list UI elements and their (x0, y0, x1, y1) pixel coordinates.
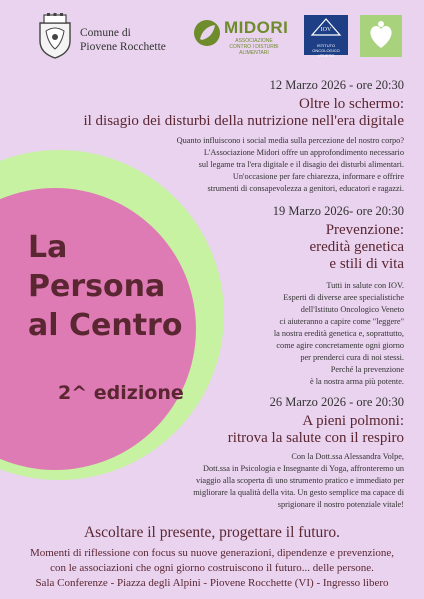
iov-acronym: IOV (320, 27, 332, 33)
event1-desc-line3: sul legame tra l'era digitale e il disagio dei disturbi alimentari. (198, 160, 404, 169)
midori-name: MIDORI (224, 18, 289, 37)
event1-desc-line4: Un'occasione per fare chiarezza, informare e offrire (232, 172, 404, 181)
comune-crest-icon (36, 13, 74, 59)
event3-title-line2: ritrova la salute con il respiro (227, 430, 404, 446)
footer-line1: Momenti di riflessione con focus su nuove generazioni, dipendenze e prevenzione, (29, 547, 395, 559)
event3-date: 26 Marzo 2026 - ore 20:30 (269, 395, 404, 409)
event1-description (177, 135, 404, 195)
event2-desc-line2: Esperti di diverse aree specialistiche (283, 293, 404, 302)
event3-desc-line2: Dott.ssa in Psicologia e Insegnante di Yoga, affronteremo un (202, 464, 404, 473)
event3-description (193, 451, 404, 511)
comune-name (80, 26, 166, 54)
main-title-line1: La (28, 230, 68, 265)
event3-desc-line5: sprigionare il nostro potenziale vitale! (277, 500, 404, 509)
event1-desc-line5: strumenti di consapevolezza a genitori, educatori e ragazzi. (207, 184, 404, 193)
green-logo (360, 15, 402, 57)
event2-desc-line7: per prenderci cura di noi stessi. (300, 353, 404, 362)
event1-title (83, 96, 404, 130)
iov-line3: VENETO (317, 53, 335, 58)
event3-desc-line4: migliorare la qualità della vita. Un gesto semplice ma capace di (193, 488, 404, 497)
event2-date: 19 Marzo 2026- ore 20:30 (272, 204, 404, 218)
main-title (28, 228, 208, 345)
iov-line2: ONCOLOGICO (312, 48, 340, 53)
event2-desc-line9: è la nostra arma più potente. (310, 377, 404, 386)
event2-desc-line5: la nostra eredità genetica e, soprattutto, (273, 329, 404, 338)
event2-title-line2: eredità genetica (309, 239, 404, 255)
event2-description (274, 280, 404, 388)
event2-desc-line8: Perché la prevenzione (330, 365, 404, 374)
comune-line1: Comune di (80, 27, 131, 39)
midori-sub1: ASSOCIAZIONE (235, 38, 273, 44)
event3-desc-line1: Con la Dott.ssa Alessandra Volpe, (291, 452, 404, 461)
event3-title (228, 413, 404, 447)
event2-title-line3: e stili di vita (329, 256, 404, 272)
midori-leaf-icon (193, 19, 221, 47)
event1-title-line2: il disagio dei disturbi della nutrizione nell'era digitale (83, 113, 404, 129)
event1-title-line1: Oltre lo schermo: (299, 96, 404, 112)
event3-desc-line3: viaggio alla scoperta di uno strumento pratico e immediato per (195, 476, 404, 485)
event2-desc-line3: dell'Istituto Oncologico Veneto (300, 305, 404, 314)
main-title-line3: al Centro (28, 308, 183, 343)
event2-title (309, 222, 404, 273)
iov-mark-icon (304, 15, 348, 43)
iov-text (302, 43, 350, 58)
midori-sub2: CONTRO I DISTURBI ALIMENTARI (229, 44, 279, 56)
midori-subtitle (224, 38, 284, 56)
comune-line2: Piovene Rocchette (80, 41, 166, 53)
event2-desc-line6: come agire concretamente ogni giorno (276, 341, 404, 350)
event1-desc-line2: L'Associazione Midori offre un approfondimento necessario (203, 148, 404, 157)
footer-line3: Sala Conferenze - Piazza degli Alpini - Piovene Rocchette (VI) - Ingresso libero (35, 577, 389, 589)
event2-desc-line1: Tutti in salute con IOV. (326, 281, 404, 290)
event1-date: 12 Marzo 2026 - ore 20:30 (269, 78, 404, 92)
event3-title-line1: A pieni polmoni: (302, 413, 404, 429)
main-title-line2: Persona (28, 269, 166, 304)
footer-title: Ascoltare il presente, progettare il futuro. (83, 524, 341, 541)
event1-desc-line1: Quanto influiscono i social media sulla percezione del nostro corpo? (176, 136, 404, 145)
iov-line1: ISTITUTO (316, 43, 336, 48)
event2-title-line1: Prevenzione: (325, 222, 404, 238)
edition-label: 2^ edizione (58, 382, 184, 404)
footer-line2: con le associazioni che ogni giorno costruiscono il futuro... delle persone. (50, 562, 374, 574)
event2-desc-line4: ci aiuteranno a capire come "leggere" (279, 317, 404, 326)
heart-hands-icon (360, 15, 402, 57)
